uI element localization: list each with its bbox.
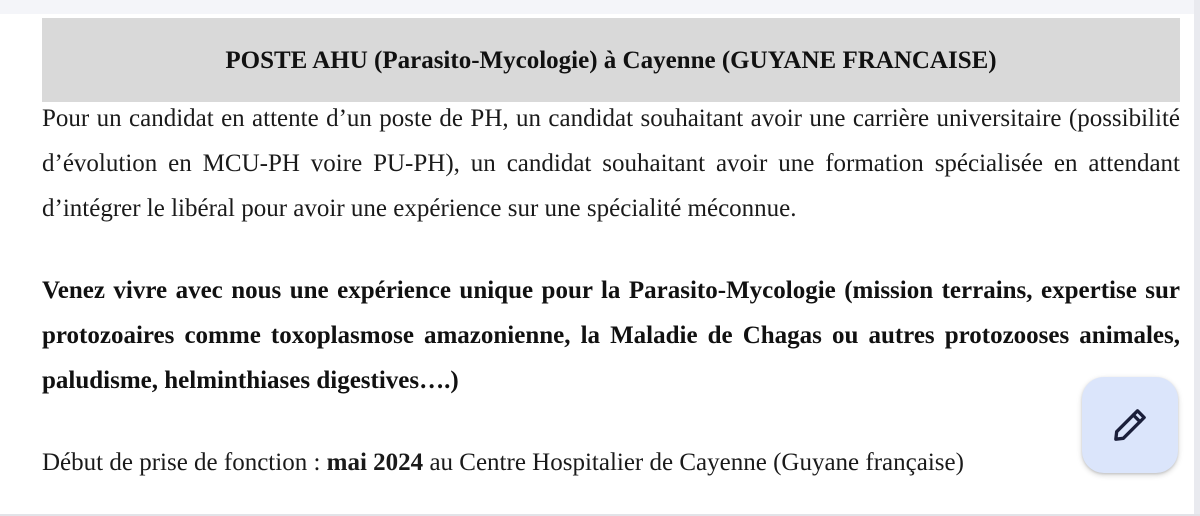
start-prefix: Début de prise de fonction : [42,449,327,476]
paragraph-experience: Venez vivre avec nous une expérience unique pour la Parasito-Mycologie (mission terrains, expertise sur protozoaires comme toxoplasmose amazonienne, la Maladie de Chagas ou autres protozooses animales, paludisme, helminthiases digestives….) [42,277,1180,394]
edit-button[interactable] [1082,377,1178,473]
scrollbar[interactable] [1194,0,1200,516]
pencil-icon [1110,405,1150,445]
start-date: mai 2024 [326,449,424,476]
page-gap [0,0,1200,14]
title-band [42,18,1180,102]
start-suffix: au Centre Hospitalier de Cayenne (Guyane française) [423,449,964,476]
page-title: POSTE AHU (Parasito-Mycologie) à Cayenne (GUYANE FRANCAISE) [225,47,997,74]
document-page [0,14,1200,514]
paragraph-start-date [42,440,1180,485]
paragraph-candidates: Pour un candidat en attente d’un poste de PH, un candidat souhaitant avoir une carrière universitaire (possibilité d’évolution en MCU-PH voire PU-PH), un candidat souhaitant avoir une formation spécialisée en attendant d’intégrer le libéral pour avoir une expérience sur une spécialité méconnue. [42,105,1180,222]
